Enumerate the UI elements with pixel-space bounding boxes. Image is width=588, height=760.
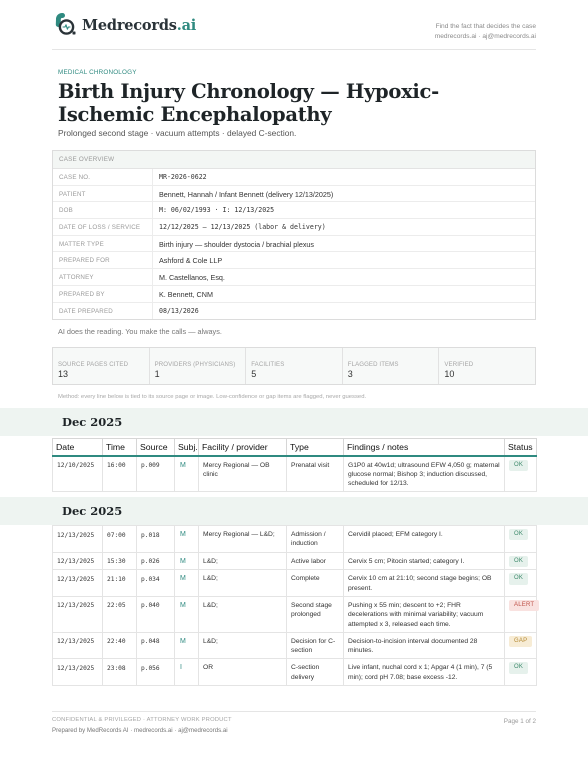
overview-label: PATIENT <box>53 186 153 202</box>
header-site-link[interactable]: medrecords.ai <box>434 33 477 40</box>
entry-source-link[interactable]: p.040 <box>137 596 175 632</box>
chronology-table <box>52 438 537 492</box>
entry-facility: Mercy Regional — OB clinic <box>199 456 287 492</box>
column-header-type: Type <box>287 439 344 456</box>
brand-name <box>82 17 196 34</box>
status-badge: OK <box>509 460 528 471</box>
entry-findings: Cervidil placed; EFM category I. <box>344 526 505 553</box>
stat-label: PROVIDERS (PHYSICIANS) <box>154 360 236 368</box>
overview-value: MR-2026-0622 <box>159 173 207 181</box>
stat-card <box>150 348 247 384</box>
table-row[interactable] <box>53 632 537 659</box>
entry-findings: Decision-to-incision interval documented 28 minutes. <box>344 632 505 659</box>
entry-subject: M <box>175 632 199 659</box>
document-kicker: MEDICAL CHRONOLOGY <box>58 69 137 76</box>
entry-findings: Live infant, nuchal cord x 1; Apgar 4 (1 min), 7 (5 min); cord pH 7.08; base excess -12. <box>344 659 505 686</box>
overview-value: 12/12/2025 – 12/13/2025 (labor & delivery) <box>159 223 326 232</box>
overview-row <box>53 252 535 269</box>
entry-time: 15:30 <box>103 552 137 570</box>
footer-prepared-by: Prepared by MedRecords AI <box>52 727 129 734</box>
overview-row <box>53 269 535 286</box>
stat-value: 1 <box>154 369 160 379</box>
status-badge: OK <box>509 573 528 584</box>
medrecords-logo-icon <box>52 12 78 38</box>
stat-card <box>53 348 150 384</box>
entry-findings: G1P0 at 40w1d; ultrasound EFW 4,050 g; maternal glucose normal; Bishop 3; induction discussed, scheduled for 12/13. <box>344 456 505 492</box>
entry-findings: Cervix 10 cm at 21:10; second stage begins; OB present. <box>344 570 505 597</box>
overview-value: 08/13/2026 <box>159 306 199 315</box>
entry-date: 12/13/2025 <box>53 526 103 553</box>
overview-value: M. Castellanos, Esq. <box>159 273 225 283</box>
footer-confidential: CONFIDENTIAL & PRIVILEGED <box>52 717 142 723</box>
page-title: Birth Injury Chronology — Hypoxic-Ischemic Encephalopathy <box>58 80 439 126</box>
overview-label: MATTER TYPE <box>53 236 153 252</box>
entry-type: Active labor <box>287 552 344 570</box>
entry-subject: M <box>175 596 199 632</box>
overview-value: K. Bennett, CNM <box>159 289 213 299</box>
column-header-status: Status <box>505 439 537 456</box>
entry-status-cell <box>505 596 537 632</box>
entry-status-cell <box>505 552 537 570</box>
header-email-link[interactable]: aj@medrecords.ai <box>482 33 536 40</box>
entry-source-link[interactable]: p.018 <box>137 526 175 553</box>
overview-value: Birth injury — shoulder dystocia / brachial plexus <box>159 239 315 249</box>
entry-type: Admission / induction <box>287 526 344 553</box>
entry-findings: Pushing x 55 min; descent to +2; FHR decelerations with minimal variability; vacuum attempted x 3, released each time. <box>344 596 505 632</box>
column-header-facility: Facility / provider <box>199 439 287 456</box>
stat-label: FLAGGED ITEMS <box>347 360 399 368</box>
entry-time: 07:00 <box>103 526 137 553</box>
month-heading <box>0 497 588 525</box>
stat-label: VERIFIED <box>444 360 474 368</box>
entry-status-cell <box>505 526 537 553</box>
entry-source-link[interactable]: p.009 <box>137 456 175 492</box>
entry-findings: Cervix 5 cm; Pitocin started; category I. <box>344 552 505 570</box>
ai-disclaimer: AI does the reading. You make the calls — always. <box>58 327 222 336</box>
entry-facility: L&D; <box>199 570 287 597</box>
stat-value: 13 <box>58 369 69 379</box>
status-badge: ALERT <box>509 600 539 611</box>
entry-date: 12/13/2025 <box>53 570 103 597</box>
table-header-row <box>53 439 537 456</box>
footer-site-link[interactable]: medrecords.ai <box>134 727 173 734</box>
footer-separator: · <box>130 727 133 734</box>
entry-time: 22:05 <box>103 596 137 632</box>
page-header <box>52 12 536 50</box>
overview-label: PREPARED FOR <box>53 252 153 268</box>
entry-time: 21:10 <box>103 570 137 597</box>
entry-date: 12/13/2025 <box>53 552 103 570</box>
entry-facility: L&D; <box>199 552 287 570</box>
entry-subject: M <box>175 526 199 553</box>
column-header-subj: Subj. <box>175 439 199 456</box>
overview-row <box>53 236 535 253</box>
overview-label: ATTORNEY <box>53 269 153 285</box>
stat-card <box>246 348 343 384</box>
entry-date: 12/13/2025 <box>53 596 103 632</box>
table-row[interactable] <box>53 570 537 597</box>
entry-status-cell <box>505 632 537 659</box>
overview-value: M: 06/02/1993 · I: 12/13/2025 <box>159 206 275 215</box>
stat-value: 3 <box>347 369 353 379</box>
entry-subject: M <box>175 552 199 570</box>
header-contact <box>435 22 536 42</box>
case-overview-heading: CASE OVERVIEW <box>53 151 535 169</box>
overview-row <box>53 202 535 219</box>
month-label: Dec 2025 <box>62 415 123 429</box>
overview-label: CASE NO. <box>53 169 153 185</box>
entry-time: 22:40 <box>103 632 137 659</box>
entry-date: 12/13/2025 <box>53 632 103 659</box>
entry-date: 12/10/2025 <box>53 456 103 492</box>
column-header-time: Time <box>103 439 137 456</box>
stat-card <box>343 348 440 384</box>
month-label: Dec 2025 <box>62 504 123 518</box>
brand-name-main: Medrecords <box>82 16 177 34</box>
entry-subject: M <box>175 570 199 597</box>
overview-label: DATE OF LOSS / SERVICE <box>53 219 153 235</box>
overview-value: Bennett, Hannah / Infant Bennett (delivery 12/13/2025) <box>159 189 334 199</box>
table-row[interactable] <box>53 456 537 492</box>
entry-type: Decision for C-section <box>287 632 344 659</box>
brand-logo[interactable] <box>52 12 196 38</box>
status-badge: OK <box>509 662 528 673</box>
overview-row <box>53 286 535 303</box>
status-badge: OK <box>509 556 528 567</box>
entry-facility: OR <box>199 659 287 686</box>
stat-value: 5 <box>251 369 257 379</box>
header-separator: · <box>478 33 481 40</box>
entry-time: 16:00 <box>103 456 137 492</box>
entry-type: C-section delivery <box>287 659 344 686</box>
entry-subject: M <box>175 456 199 492</box>
page-subtitle: Prolonged second stage · vacuum attempts · delayed C-section. <box>58 128 297 138</box>
entry-source-link[interactable]: p.034 <box>137 570 175 597</box>
entry-subject: I <box>175 659 199 686</box>
header-tagline: Find the fact that decides the case <box>435 23 536 30</box>
stat-label: FACILITIES <box>251 360 285 368</box>
brand-name-suffix: .ai <box>176 16 197 34</box>
overview-label: DOB <box>53 202 153 218</box>
entry-facility: L&D; <box>199 632 287 659</box>
column-header-date: Date <box>53 439 103 456</box>
entry-status-cell <box>505 659 537 686</box>
footer-email-link[interactable]: aj@medrecords.ai <box>178 727 228 734</box>
page-footer <box>52 711 536 734</box>
overview-row <box>53 169 535 186</box>
table-row[interactable] <box>53 659 537 686</box>
stat-value: 10 <box>444 369 455 379</box>
overview-row <box>53 186 535 203</box>
entry-facility: Mercy Regional — L&D; <box>199 526 287 553</box>
entry-source-link[interactable]: p.026 <box>137 552 175 570</box>
entry-date: 12/13/2025 <box>53 659 103 686</box>
entry-type: Second stage prolonged <box>287 596 344 632</box>
entry-status-cell <box>505 456 537 492</box>
table-row[interactable] <box>53 526 537 553</box>
month-heading <box>0 408 588 436</box>
entry-source-link[interactable]: p.048 <box>137 632 175 659</box>
entry-source-link[interactable]: p.056 <box>137 659 175 686</box>
entry-status-cell <box>505 570 537 597</box>
entry-type: Prenatal visit <box>287 456 344 492</box>
column-header-source: Source <box>137 439 175 456</box>
entry-facility: L&D; <box>199 596 287 632</box>
column-header-findings: Findings / notes <box>344 439 505 456</box>
method-note: Method: every line below is tied to its source page or image. Low-confidence or gap items are flagged, never guessed. <box>58 394 367 400</box>
footer-separator: · <box>174 727 177 734</box>
footer-work-product: ATTORNEY WORK PRODUCT <box>146 717 232 723</box>
page-number: Page 1 of 2 <box>503 718 536 725</box>
status-badge: GAP <box>509 636 532 647</box>
stat-label: SOURCE PAGES CITED <box>58 360 129 368</box>
table-row[interactable] <box>53 596 537 632</box>
overview-value: Ashford & Cole LLP <box>159 256 223 266</box>
status-badge: OK <box>509 529 528 540</box>
table-row[interactable] <box>53 552 537 570</box>
overview-label: PREPARED BY <box>53 286 153 302</box>
case-overview-panel <box>52 150 536 320</box>
overview-row <box>53 303 535 320</box>
chronology-table <box>52 525 537 686</box>
overview-label: DATE PREPARED <box>53 303 153 320</box>
footer-separator: · <box>143 717 146 723</box>
overview-row <box>53 219 535 236</box>
entry-type: Complete <box>287 570 344 597</box>
entry-time: 23:08 <box>103 659 137 686</box>
summary-stats <box>52 347 536 385</box>
stat-card <box>439 348 535 384</box>
